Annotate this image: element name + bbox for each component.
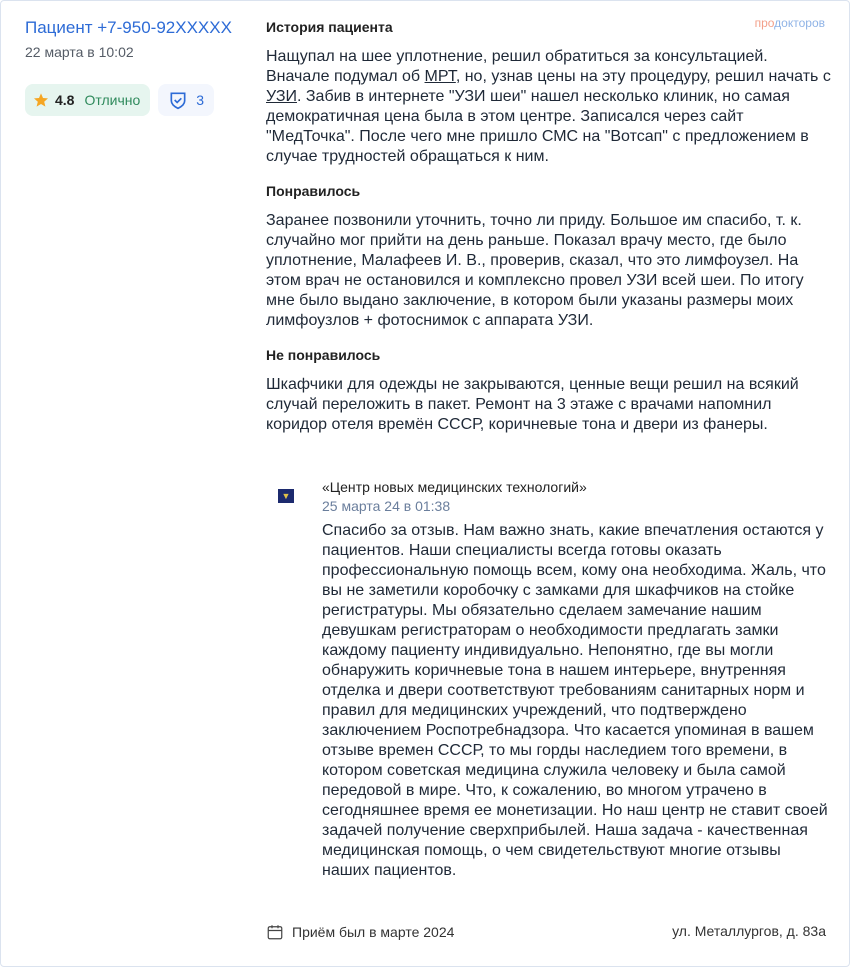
verified-count: 3 bbox=[196, 92, 205, 108]
liked-title: Понравилось bbox=[266, 183, 361, 199]
clinic-name: «Центр новых медицинских технологий» bbox=[322, 479, 587, 495]
mri-link[interactable]: МРТ bbox=[424, 68, 456, 85]
review-author-panel bbox=[25, 17, 250, 116]
clinic-reply bbox=[278, 478, 828, 881]
shield-check-icon bbox=[168, 90, 188, 110]
liked-text: Заранее позвонили уточнить, точно ли приду. Большое им спасибо, т. к. случайно мог прийти на день раньше. Показал врачу место, где было уплотнение, Малафеев И. В., проверив, сказал, что это лимфоузел. На этом врач не остановился и комплексно провел УЗИ всей шеи. По итогу мне было выдано заключение, в котором были указаны размеры моих лимфоузлов + фотоснимок с аппарата УЗИ. bbox=[266, 212, 804, 329]
star-icon bbox=[33, 92, 49, 108]
verified-badge[interactable] bbox=[158, 84, 214, 116]
review-content bbox=[266, 17, 831, 449]
rating-badge bbox=[25, 84, 150, 116]
calendar-icon bbox=[266, 923, 284, 941]
review-footer bbox=[266, 923, 826, 941]
author-name-link[interactable]: Пациент +7-950-92XXXXX bbox=[25, 18, 232, 37]
history-title: История пациента bbox=[266, 19, 393, 35]
clinic-address: ул. Металлургов, д. 83а bbox=[672, 923, 826, 939]
rating-value: 4.8 bbox=[55, 92, 75, 108]
rating-label: Отлично bbox=[84, 92, 141, 108]
ultrasound-link[interactable]: УЗИ bbox=[266, 88, 297, 105]
clinic-logo-icon: ▼ bbox=[278, 489, 294, 503]
review-date: 22 марта в 10:02 bbox=[25, 44, 134, 60]
disliked-text: Шкафчики для одежды не закрываются, ценные вещи решил на всякий случай переложить в пакет. Ремонт на 3 этаже с врачами напомнил коридор отеля времён СССР, коричневые тона и двери из фанеры. bbox=[266, 376, 799, 433]
visit-date: Приём был в марте 2024 bbox=[292, 924, 455, 940]
reply-date: 25 марта 24 в 01:38 bbox=[322, 498, 451, 514]
prodoctorov-logo: продокторов bbox=[754, 16, 825, 30]
disliked-title: Не понравилось bbox=[266, 347, 381, 363]
history-text: Нащупал на шее уплотнение, решил обратиться за консультацией. Вначале подумал об МРТ, но, узнав цены на эту процедуру, решил начать с УЗИ. Забив в интернете "УЗИ шеи" нашел несколько клиник, но самая демократичная цена была в этом центре. Записался через сайт "МедТочка". После чего мне пришло СМС на "Вотсап" с предложением в случае трудностей обращаться к ним. bbox=[266, 48, 831, 165]
reply-text: Спасибо за отзыв. Нам важно знать, какие впечатления остаются у пациентов. Наши специалисты всегда готовы оказать профессиональную помощь всем, кому она необходима. Жаль, что вы не заметили коробочку с замками для шкафчиков на стойке регистратуры. Мы обязательно сделаем замечание нашим девушкам регистраторам о необходимости предлагать замки каждому пациенту индивидуально. Непонятно, где вы могли обнаружить коричневые тона в нашем интерьере, внутренняя отделка и двери соответствуют требованиям санитарных норм и правил для медицинских учреждений, что подтверждено заключением Роспотребнадзора. Что касается упоминая в вашем отзыве времен СССР, то мы горды наследием того времени, в котором советская медицина служила человеку и была самой передовой в мире. Что, к сожалению, во многом утрачено в сегодняшнее время ее монетизации. Но наш центр не ставит своей задачей получение сверхприбылей. Наша задача - качественная медицинская помощь, о чем свидетельствуют многие отзывы наших пациентов. bbox=[322, 522, 828, 879]
